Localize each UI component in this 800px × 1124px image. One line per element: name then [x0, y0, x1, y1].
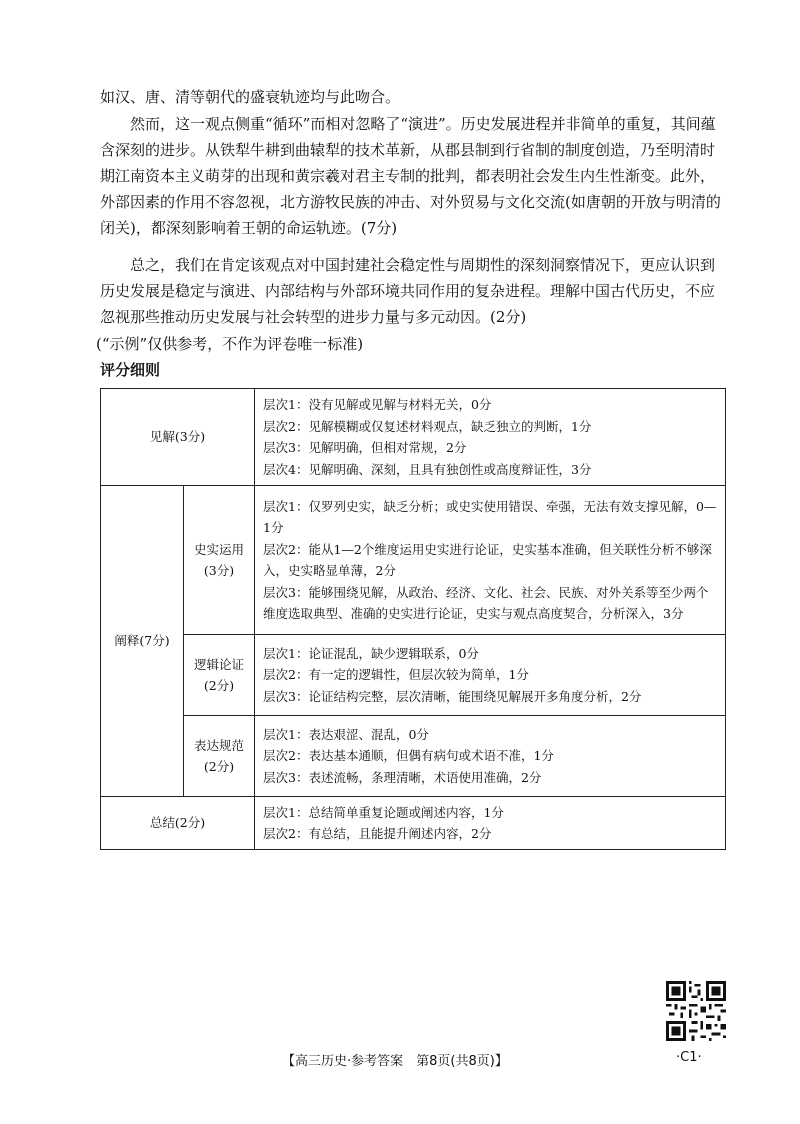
level-text: 层次2：能从1—2个维度运用史实进行论证，史实基本准确，但关联性分析不够深入，史实略显单薄，2分 [263, 541, 712, 578]
level-text: 层次2：有一定的逻辑性，但层次较为简单，1分 [263, 667, 529, 683]
level-text: 层次1：表达艰涩、混乱，0分 [263, 726, 429, 742]
level-text: 层次3：论证结构完整，层次清晰，能围绕见解展开多角度分析，2分 [263, 688, 642, 704]
sub-score: (3分) [203, 563, 235, 578]
levels-jianjie [255, 389, 726, 486]
level-text: 层次1：没有见解或见解与材料无关，0分 [263, 397, 492, 412]
category-zongjie: 总结(2分) [101, 797, 255, 850]
sub-shishi [184, 486, 255, 635]
category-jianjie: 见解(3分) [101, 389, 255, 486]
levels-shishi [255, 486, 726, 635]
level-text: 层次4：见解明确、深刻，且具有独创性或高度辩证性，3分 [263, 461, 592, 477]
page-code: ·C1· [676, 1050, 702, 1065]
sub-score: (2分) [203, 678, 235, 693]
paragraph-1: 如汉、唐、清等朝代的盛衰轨迹均与此吻合。 [100, 88, 401, 106]
level-text: 层次3：见解明确，但相对常规，2分 [263, 440, 467, 455]
rubric-row-shishi [101, 486, 726, 635]
rubric-row-luoji [101, 635, 726, 716]
rubric-table [100, 388, 726, 850]
level-text: 层次2：有总结，且能提升阐述内容，2分 [263, 826, 492, 841]
sub-name: 史实运用 [193, 541, 244, 557]
level-text: 层次1：总结简单重复论题或阐述内容，1分 [263, 804, 504, 820]
levels-biaoda [255, 716, 726, 797]
qr-code-icon [666, 981, 726, 1041]
level-text: 层次1：论证混乱，缺少逻辑联系，0分 [263, 645, 479, 661]
reference-note: (“示例”仅供参考，不作为评卷唯一标准) [96, 335, 364, 353]
sub-luoji [184, 635, 255, 716]
levels-zongjie [255, 797, 726, 850]
rubric-row-jianjie [101, 389, 726, 486]
paragraph-3: 总之，我们在肯定该观点对中国封建社会稳定性与周期性的深刻洞察情况下，更应认识到历史发展是稳定与演进、内部结构与外部环境共同作用的复杂进程。理解中国古代历史，不应忽视那些推动历史发展与社会转型的进步力量与多元动因。(2分) [100, 256, 716, 326]
levels-luoji [255, 635, 726, 716]
sub-name: 逻辑论证 [193, 656, 244, 672]
sub-biaoda [184, 716, 255, 797]
section-title: 评分细则 [100, 361, 161, 379]
page-footer: 【高三历史·参考答案 第8页(共8页)】 [282, 1054, 508, 1069]
level-text: 层次1：仅罗列史实，缺乏分析；或史实使用错误、牵强，无法有效支撑见解，0—1分 [263, 498, 717, 535]
level-text: 层次3：表述流畅，条理清晰，术语使用准确，2分 [263, 769, 542, 785]
level-text: 层次2：表达基本通顺，但偶有病句或术语不准，1分 [263, 748, 554, 764]
sub-score: (2分) [203, 759, 235, 774]
level-text: 层次3：能够围绕见解，从政治、经济、文化、社会、民族、对外关系等至少两个维度选取典型、准确的史实进行论证，史实与观点高度契合，分析深入，3分 [263, 584, 709, 621]
category-chanshi: 阐释(7分) [101, 486, 184, 797]
paragraph-2: 然而，这一观点侧重“循环”而相对忽略了“演进”。历史发展进程并非简单的重复，其间蕴含深刻的进步。从铁犁牛耕到曲辕犁的技术革新，从郡县制到行省制的制度创造，乃至明清时期江南资本主义萌芽的出现和黄宗羲对君主专制的批判，都表明社会发生内生性渐变。此外，外部因素的作用不容忽视，北方游牧民族的冲击、对外贸易与文化交流(如唐朝的开放与明清的闭关)，都深刻影响着王朝的命运轨迹。(7分) [100, 115, 721, 237]
sub-name: 表达规范 [193, 737, 244, 753]
rubric-row-biaoda [101, 716, 726, 797]
rubric-row-zongjie [101, 797, 726, 850]
level-text: 层次2：见解模糊或仅复述材料观点，缺乏独立的判断，1分 [263, 418, 592, 434]
